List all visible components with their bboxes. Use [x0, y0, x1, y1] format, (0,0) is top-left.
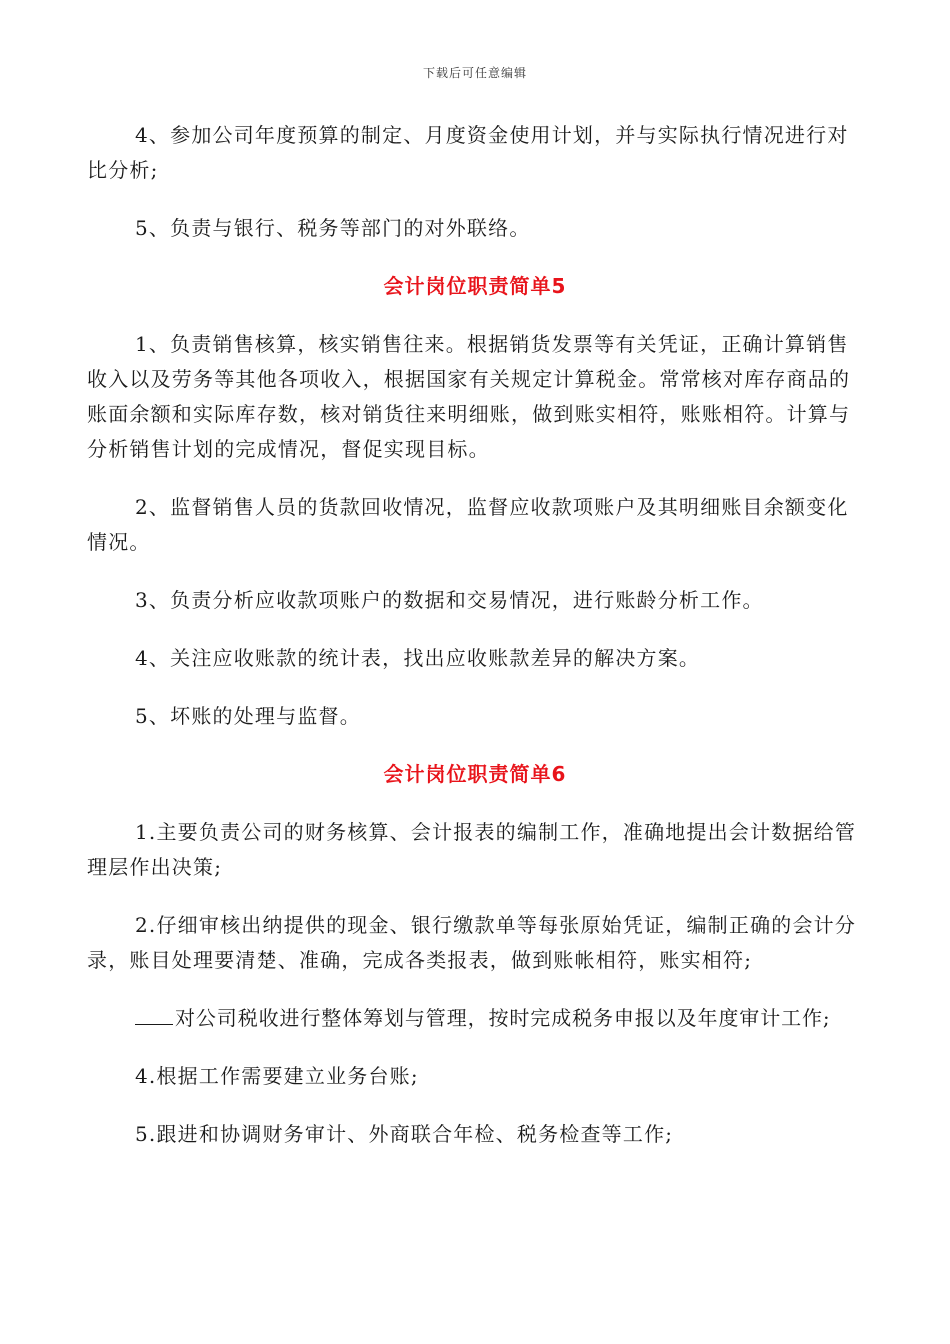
- section5-item-5: 5、坏账的处理与监督。: [135, 704, 361, 728]
- fill-in-blank: [135, 1006, 173, 1025]
- section6-item-2: 2.仔细审核出纳提供的现金、银行缴款单等每张原始凭证，编制正确的会计分录，账目处理要清楚、准确，完成各类报表，做到账帐相符，账实相符;: [87, 913, 857, 972]
- section6-item-1: 1.主要负责公司的财务核算、会计报表的编制工作，准确地提出会计数据给管理层作出决策;: [87, 820, 857, 879]
- section-title-6: 会计岗位职责简单6: [383, 762, 567, 786]
- section6-item-3: [87, 1001, 863, 1036]
- section6-item-5: 5.跟进和协调财务审计、外商联合年检、税务检查等工作;: [135, 1122, 674, 1146]
- section6-item-3-text: 对公司税收进行整体筹划与管理，按时完成税务申报以及年度审计工作;: [175, 1006, 831, 1030]
- section5-item-1: 1、负责销售核算，核实销售往来。根据销货发票等有关凭证，正确计算销售收入以及劳务等其他各项收入，根据国家有关规定计算税金。常常核对库存商品的账面余额和实际库存数，核对销货往来明细账，做到账实相符，账账相符。计算与分析销售计划的完成情况，督促实现目标。: [87, 332, 851, 461]
- paragraph-item-4: 4、参加公司年度预算的制定、月度资金使用计划，并与实际执行情况进行对比分析;: [87, 123, 849, 182]
- section5-item-3: 3、负责分析应收款项账户的数据和交易情况，进行账龄分析工作。: [135, 588, 764, 612]
- page-header-note: 下载后可任意编辑: [422, 66, 527, 80]
- section-title-5: 会计岗位职责简单5: [383, 274, 567, 298]
- document-body: [87, 118, 863, 1175]
- section6-item-4: 4.根据工作需要建立业务台账;: [135, 1064, 419, 1088]
- paragraph-item-5: 5、负责与银行、税务等部门的对外联络。: [135, 216, 531, 240]
- section5-item-2: 2、监督销售人员的货款回收情况，监督应收款项账户及其明细账目余额变化情况。: [87, 495, 849, 554]
- section5-item-4: 4、关注应收账款的统计表，找出应收账款差异的解决方案。: [135, 646, 701, 670]
